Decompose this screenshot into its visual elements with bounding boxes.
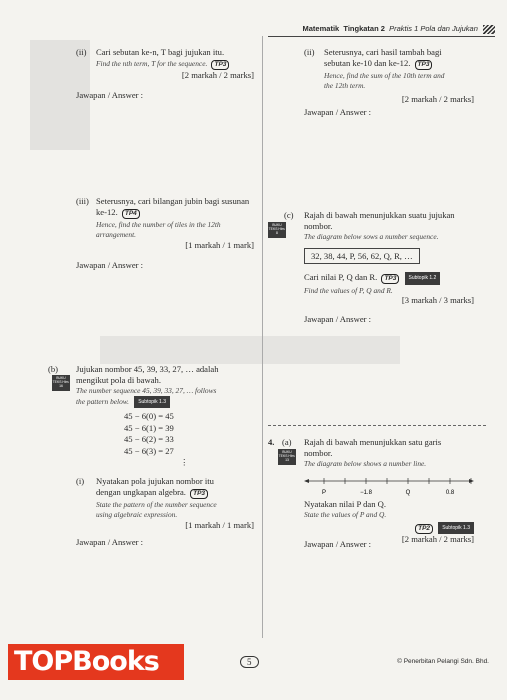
tick-label-p: P	[321, 489, 327, 496]
marks: [1 markah / 1 mark]	[185, 239, 254, 250]
tick-label-0-8: 0.8	[445, 489, 455, 496]
marks: [2 markah / 2 marks]	[401, 93, 474, 104]
question-4a: 4. (a) BUKU TEKS Hlm. 13 Rajah di bawah menunjukkan satu garis nombor. The diagram below shows a number line. P −1.8 Q 0.8 Nyatakan nilai P dan Q. State the values of P and Q. TP2 Subtopik 1.3 [2 markah / 2 marks]	[268, 437, 474, 544]
answer-label: Jawapan / Answer :	[76, 260, 144, 270]
page-number: 5	[240, 656, 259, 668]
page-header: Matematik Tingkatan 2 Praktis 1 Pola dan Jujukan	[303, 24, 495, 34]
pattern-list	[124, 411, 254, 469]
pattern-line: 45 − 6(2) = 33	[124, 434, 174, 444]
dashed-separator	[268, 425, 487, 426]
answer-label: Jawapan / Answer :	[304, 107, 372, 117]
tp-level-badge: TP3	[190, 489, 208, 499]
book-logo-icon	[483, 25, 495, 34]
textbook-badge: BUKU TEKS Hlm. 13	[278, 449, 296, 465]
answer-label: Jawapan / Answer :	[304, 314, 372, 324]
marks: [2 markah / 2 marks]	[181, 69, 254, 80]
question-text: Cari sebutan ke-n, T bagi jujukan itu.	[96, 47, 225, 57]
publisher-credit: © Penerbitan Pelangi Sdn. Bhd.	[397, 658, 489, 665]
question-c: (c) BUKU TEKS Hlm. 8 Rajah di bawah menunjukkan suatu jujukan nombor. The diagram below sows a number sequence. 32, 38, 44, P, 56, 62, Q, R, … Cari nilai P, Q dan R. TP3 Subtopik 1.2 Find the values of P, Q and R. [3 markah / 3 marks]	[268, 210, 474, 305]
subtopic-badge: Subtopik 1.2	[405, 272, 441, 285]
topbooks-logo: TOPBooks	[8, 644, 184, 680]
tp-level-badge: TP3	[415, 60, 433, 70]
question-b: (b) BUKU TEKS Hlm. 16 Jujukan nombor 45, 39, 33, 27, … adalah mengikut pola di bawah. The number sequence 45, 39, 33, 27, … follows the pattern below. Subtopik 1.3 45 − 6(0) = 45 45 − 6(1) = 39 45 − 6(2) = 33 45 − 6(3) = 27 ⋮	[48, 364, 254, 469]
sequence-box: 32, 38, 44, P, 56, 62, Q, R, …	[304, 248, 420, 265]
tp-level-badge: TP2	[415, 524, 433, 534]
answer-label: Jawapan / Answer :	[76, 537, 144, 547]
textbook-badge: BUKU TEKS Hlm. 16	[52, 375, 70, 391]
pattern-line: 45 − 6(3) = 27	[124, 445, 174, 456]
number-line	[304, 473, 474, 499]
question-a-iii: (iii) Seterusnya, cari bilangan jubin bagi susunan ke-12. TP4 Hence, find the number of tiles in the 12th arrangement. [1 markah / 1 mark]	[76, 196, 254, 250]
question-b-ii: (ii) Seterusnya, cari hasil tambah bagi sebutan ke-10 dan ke-12. TP3 Hence, find the sum of the 10th term and the 12th term. [2 markah / 2 marks]	[304, 47, 474, 104]
pattern-line: 45 − 6(1) = 39	[124, 422, 174, 433]
question-a-ii: (ii) Cari sebutan ke-n, T bagi jujukan itu. Find the nth term, T for the sequence. TP3 [2 markah / 2 marks]	[76, 47, 254, 80]
header-rule	[268, 36, 495, 37]
subtopic-badge: Subtopik 1.3	[134, 396, 170, 409]
subtopic-badge: Subtopik 1.3	[438, 522, 474, 535]
tick-label-q: Q	[405, 489, 411, 496]
textbook-badge: BUKU TEKS Hlm. 8	[268, 222, 286, 238]
marks: [1 markah / 1 mark]	[185, 519, 254, 530]
question-b-i: (i) Nyatakan pola jujukan nombor itu dengan ungkapan algebra. TP3 State the pattern of the number sequence using algebraic expression. [1 markah / 1 mark]	[76, 476, 254, 530]
column-divider	[262, 36, 263, 638]
tp-level-badge: TP3	[381, 274, 399, 284]
bleed-through-banner	[100, 336, 400, 364]
pattern-line: 45 − 6(0) = 45	[124, 411, 174, 421]
marks: [3 markah / 3 marks]	[401, 295, 474, 305]
answer-label: Jawapan / Answer :	[76, 90, 144, 100]
pattern-line: ⋮	[180, 457, 189, 467]
tp-level-badge: TP4	[122, 209, 140, 219]
answer-label: Jawapan / Answer :	[304, 539, 372, 549]
marks: [2 markah / 2 marks]	[401, 534, 474, 544]
tick-label-neg1-8: −1.8	[360, 489, 372, 496]
tp-level-badge: TP3	[211, 60, 229, 70]
